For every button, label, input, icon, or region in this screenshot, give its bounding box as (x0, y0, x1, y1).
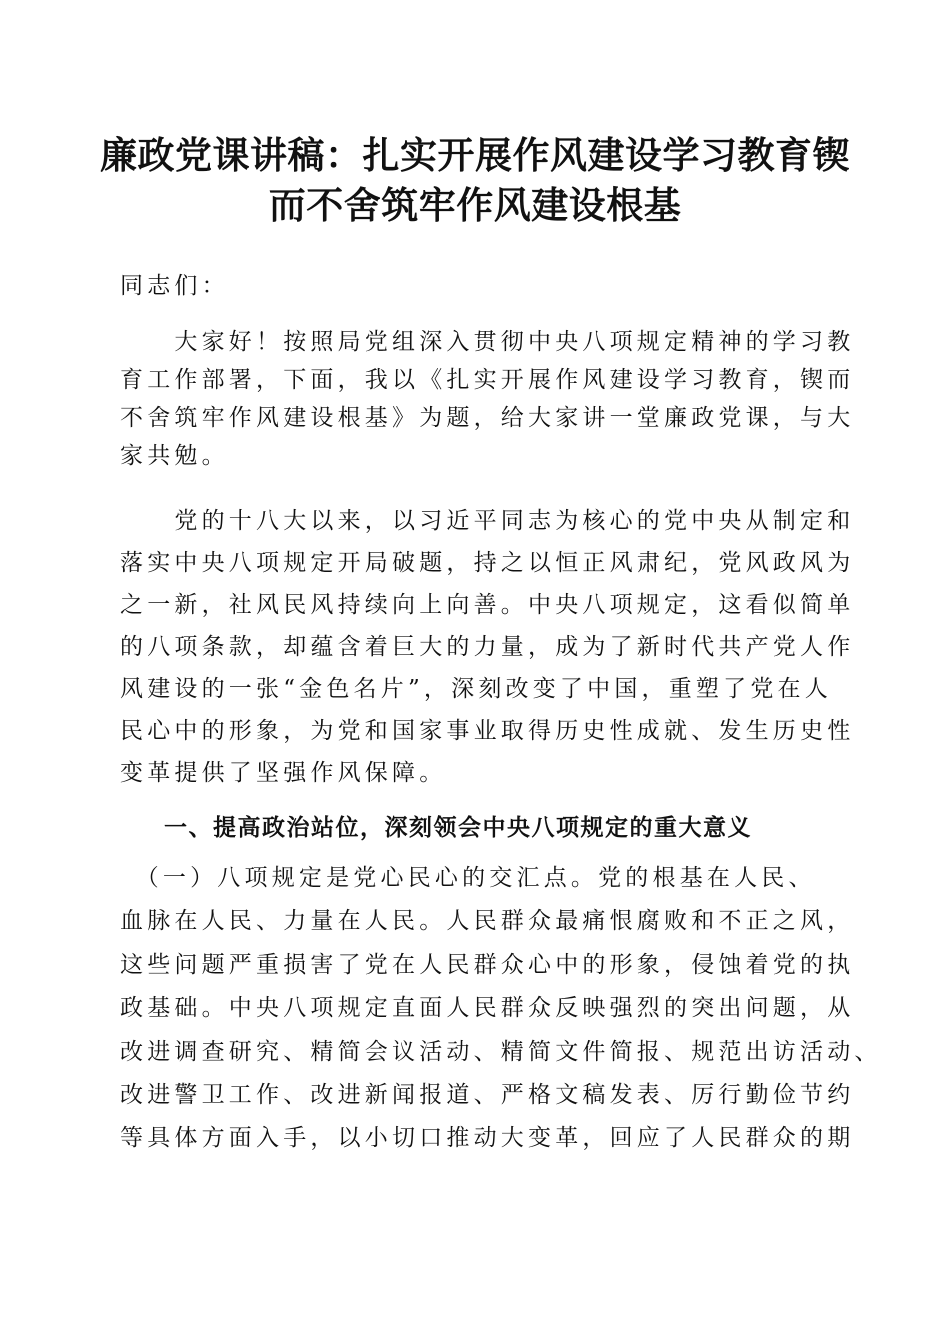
paragraph-line: （一）八项规定是党心民心的交汇点。党的根基在人民、 (120, 865, 816, 891)
paragraph-line: 这些问题严重损害了党在人民群众心中的形象，侵蚀着党的执 (120, 952, 855, 978)
document-title-line-1: 廉政党课讲稿：扎实开展作风建设学习教育锲 (100, 133, 850, 177)
paragraph-line: 政基础。中央八项规定直面人民群众反映强烈的突出问题，从 (120, 995, 855, 1021)
section-heading: 一、提高政治站位，深刻领会中央八项规定的重大意义 (164, 815, 752, 841)
paragraph-line: 风建设的一张“金色名片”，深刻改变了中国，重塑了党在人 (120, 676, 832, 702)
paragraph-line: 改进调查研究、精简会议活动、精简文件简报、规范出访活动、 (120, 1039, 882, 1065)
paragraph-line: 的八项条款，却蕴含着巨大的力量，成为了新时代共产党人作 (120, 634, 855, 660)
paragraph-line: 党的十八大以来，以习近平同志为核心的党中央从制定和 (120, 508, 855, 534)
paragraph-line: 血脉在人民、力量在人民。人民群众最痛恨腐败和不正之风， (120, 908, 855, 934)
paragraph-line: 改进警卫工作、改进新闻报道、严格文稿发表、厉行勤俭节约 (120, 1082, 855, 1108)
paragraph-line: 落实中央八项规定开局破题，持之以恒正风肃纪，党风政风为 (120, 550, 855, 576)
paragraph-line: 不舍筑牢作风建设根基》为题，给大家讲一堂廉政党课，与大 (120, 405, 855, 431)
paragraph-line: 变革提供了坚强作风保障。 (120, 760, 447, 786)
paragraph-line: 大家好！按照局党组深入贯彻中央八项规定精神的学习教 (120, 329, 855, 355)
paragraph-line: 家共勉。 (120, 443, 229, 469)
salutation: 同志们： (120, 273, 229, 299)
paragraph-line: 育工作部署，下面，我以《扎实开展作风建设学习教育，锲而 (120, 367, 855, 393)
document-title-line-2: 而不舍筑牢作风建设根基 (268, 183, 682, 227)
paragraph-line: 民心中的形象，为党和国家事业取得历史性成就、发生历史性 (120, 718, 855, 744)
paragraph-line: 之一新，社风民风持续向上向善。中央八项规定，这看似简单 (120, 592, 855, 618)
paragraph-line: 等具体方面入手，以小切口推动大变革，回应了人民群众的期 (120, 1125, 855, 1151)
